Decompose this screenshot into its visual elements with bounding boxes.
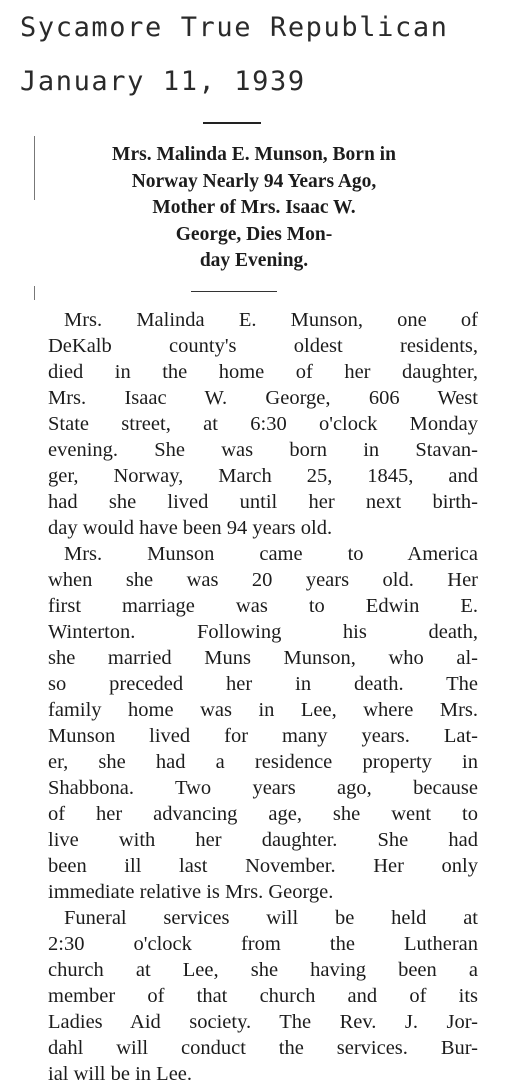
text-line: ger, Norway, March 25, 1845, and [48, 465, 478, 487]
text-line: Winterton. Following his death, [48, 621, 478, 643]
text-line: Munson lived for many years. Lat- [48, 725, 478, 747]
text-line: church at Lee, she having been a [48, 959, 478, 981]
text-line: State street, at 6:30 o'clock Monday [48, 413, 478, 435]
text-line: day would have been 94 years old. [48, 517, 333, 539]
text-line: had she lived until her next birth- [48, 491, 478, 513]
text-line: live with her daughter. She had [48, 829, 478, 851]
text-line: died in the home of her daughter, [48, 361, 478, 383]
text-line: Mrs. Munson came to America [64, 543, 478, 565]
text-line: Mrs. Isaac W. George, 606 West [48, 387, 478, 409]
clipping-edge-line [34, 136, 35, 200]
article-headline [36, 142, 472, 275]
clipping-edge-line [34, 286, 35, 300]
headline-line: George, Dies Mon- [175, 223, 333, 245]
text-line: member of that church and of its [48, 985, 478, 1007]
text-line: evening. She was born in Stavan- [48, 439, 478, 461]
text-line: 2:30 o'clock from the Lutheran [48, 933, 478, 955]
text-line: er, she had a residence property in [48, 751, 478, 773]
text-line: of her advancing age, she went to [48, 803, 478, 825]
text-line: Ladies Aid society. The Rev. J. Jor- [48, 1011, 478, 1033]
headline-line: Norway Nearly 94 Years Ago, [131, 170, 377, 192]
text-line: been ill last November. Her only [48, 855, 478, 877]
text-line: she married Muns Munson, who al- [48, 647, 478, 669]
headline-divider [191, 291, 277, 292]
text-line: Funeral services will be held at [64, 907, 478, 929]
paragraph-2 [48, 541, 478, 905]
text-line: first marriage was to Edwin E. [48, 595, 478, 617]
text-line: immediate relative is Mrs. George. [48, 881, 334, 903]
text-line: dahl will conduct the services. Bur- [48, 1037, 478, 1059]
text-line: so preceded her in death. The [48, 673, 478, 695]
text-line: DeKalb county's oldest residents, [48, 335, 478, 357]
headline-line: day Evening. [199, 250, 309, 271]
publication-date: January 11, 1939 [20, 66, 306, 97]
article-body [48, 307, 478, 1087]
top-rule [203, 122, 261, 124]
paragraph-3 [48, 905, 478, 1087]
text-line: family home was in Lee, where Mrs. [48, 699, 478, 721]
text-line: when she was 20 years old. Her [48, 569, 478, 591]
text-line: ial will be in Lee. [48, 1063, 193, 1085]
text-line: Mrs. Malinda E. Munson, one of [64, 309, 478, 331]
newspaper-name: Sycamore True Republican [20, 12, 449, 43]
headline-line: Mother of Mrs. Isaac W. [152, 197, 356, 218]
headline-line: Mrs. Malinda E. Munson, Born in [112, 144, 396, 165]
text-line: Shabbona. Two years ago, because [48, 777, 478, 799]
paragraph-1 [48, 307, 478, 541]
